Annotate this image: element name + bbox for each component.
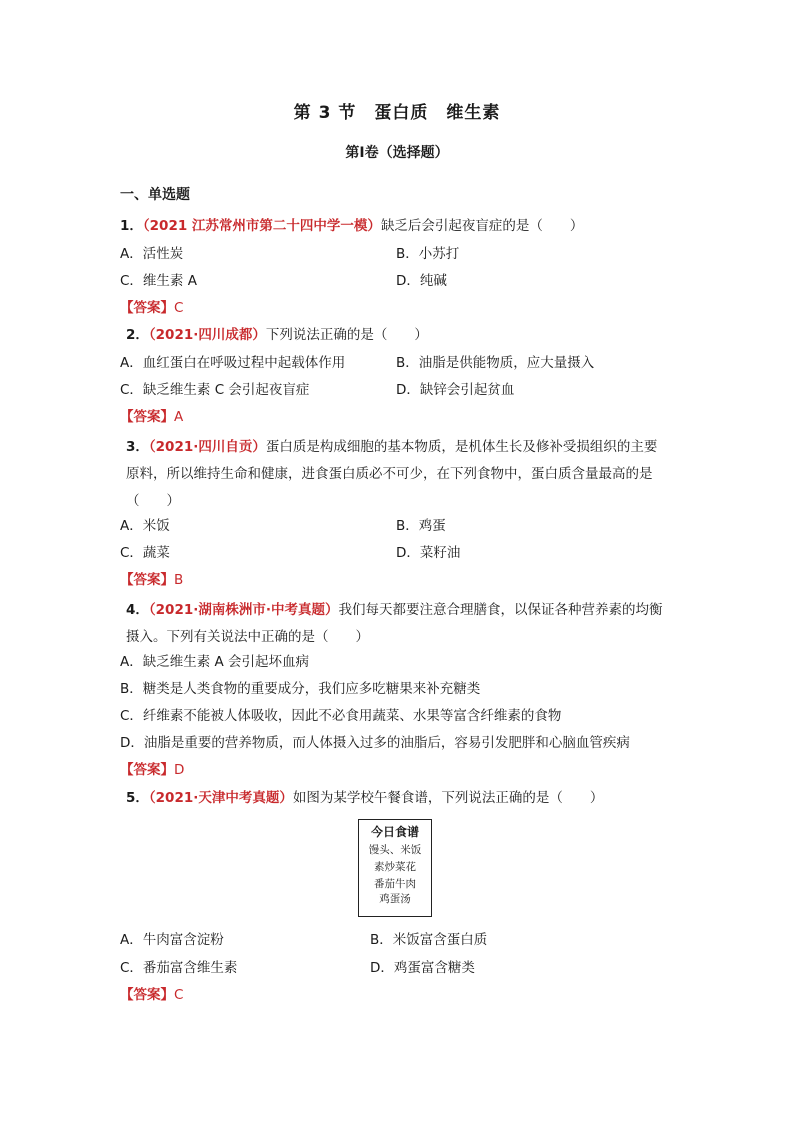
question-source: （2021·四川成都）: [148, 327, 266, 343]
question-2-answer: 【答案】A: [120, 409, 184, 425]
question-source: （2021 江苏常州市第二十四中学一模）: [142, 218, 381, 234]
question-source: （2021·天津中考真题）: [148, 790, 293, 806]
question-1-stem: 1．（2021 江苏常州市第二十四中学一模）缺乏后会引起夜盲症的是（ ）: [120, 218, 584, 234]
question-5-option-d: D．鸡蛋富含糖类: [370, 960, 475, 976]
question-1-option-b: B．小苏打: [396, 246, 460, 262]
question-3-answer: 【答案】B: [120, 572, 184, 588]
question-5-stem: 5．（2021·天津中考真题）如图为某学校午餐食谱，下列说法正确的是（ ）: [126, 790, 604, 806]
question-5-option-c: C．番茄富含维生素: [120, 960, 238, 976]
question-3-option-c: C．蔬菜: [120, 545, 170, 561]
question-5-answer: 【答案】C: [120, 987, 184, 1003]
question-5-option-a: A．牛肉富含淀粉: [120, 932, 224, 948]
question-source: （2021·四川自贡）: [148, 439, 266, 455]
question-4-option-b: B．糖类是人类食物的重要成分，我们应多吃糖果来补充糖类: [120, 681, 481, 697]
question-4-answer: 【答案】D: [120, 762, 185, 778]
lunch-menu-figure: [358, 819, 432, 917]
question-3-stem: 3．（2021·四川自贡）蛋白质是构成细胞的基本物质，是机体生长及修补受损组织的主要原料，所以维持生命和健康，进食蛋白质必不可少，在下列食物中，蛋白质含量最高的是（ ）: [126, 439, 658, 509]
page-subtitle: 第I卷（选择题）: [345, 145, 449, 161]
question-4-option-c: C．纤维素不能被人体吸收，因此不必食用蔬菜、水果等富含纤维素的食物: [120, 708, 562, 724]
question-1-option-c: C．维生素 A: [120, 273, 197, 289]
question-4-option-a: A．缺乏维生素 A 会引起坏血病: [120, 654, 310, 670]
question-2-stem: 2．（2021·四川成都）下列说法正确的是（ ）: [126, 327, 428, 343]
question-1-option-d: D．纯碱: [396, 273, 447, 289]
question-1-answer: 【答案】C: [120, 300, 184, 316]
question-1-option-a: A．活性炭: [120, 246, 184, 262]
question-2-option-c: C．缺乏维生素 C 会引起夜盲症: [120, 382, 310, 398]
page-title: 第 3 节 蛋白质 维生素: [293, 103, 501, 123]
question-3-option-b: B．鸡蛋: [396, 518, 446, 534]
menu-item: 馒头、米饭: [368, 844, 422, 856]
question-3-option-a: A．米饭: [120, 518, 170, 534]
question-4-stem: 4．（2021·湖南株洲市·中考真题）我们每天都要注意合理膳食，以保证各种营养素的均衡摄入。下列有关说法中正确的是（ ）: [126, 602, 663, 645]
question-2-option-d: D．缺锌会引起贫血: [396, 382, 515, 398]
question-source: （2021·湖南株洲市·中考真题）: [148, 602, 339, 618]
question-5-option-b: B．米饭富含蛋白质: [370, 932, 488, 948]
section-heading: 一、单选题: [120, 187, 190, 203]
menu-item: 素炒菜花: [374, 861, 416, 873]
menu-item: 鸡蛋汤: [379, 893, 411, 905]
menu-title: 今日食谱: [370, 825, 419, 839]
question-3-option-d: D．菜籽油: [396, 545, 461, 561]
question-2-option-b: B．油脂是供能物质，应大量摄入: [396, 355, 595, 371]
question-4-option-d: D．油脂是重要的营养物质，而人体摄入过多的油脂后，容易引发肥胖和心脑血管疾病: [120, 735, 630, 751]
menu-item: 番茄牛肉: [374, 878, 416, 890]
question-2-option-a: A．血红蛋白在呼吸过程中起载体作用: [120, 355, 346, 371]
